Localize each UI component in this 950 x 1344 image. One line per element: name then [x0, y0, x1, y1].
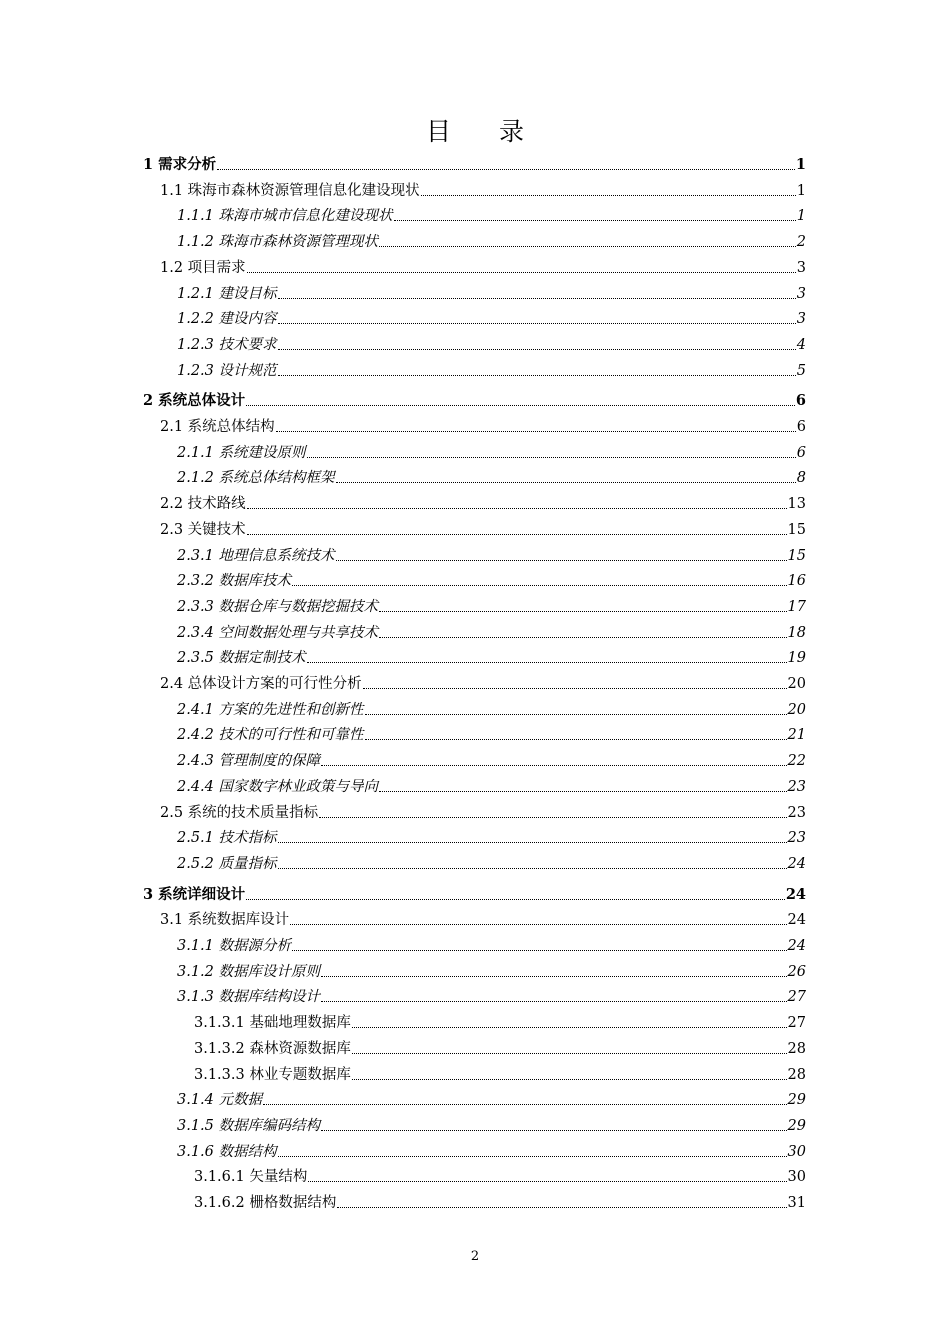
toc-entry-page: 27: [787, 1015, 806, 1032]
toc-entry[interactable]: [160, 519, 806, 541]
toc-dot-leader: [246, 899, 785, 900]
toc-dot-leader: [352, 1053, 787, 1054]
toc-entry-page: 16: [787, 573, 806, 590]
toc-entry-title: 3.1.5 数据库编码结构: [177, 1117, 321, 1134]
toc-entry-title: 2.2 技术路线: [160, 496, 246, 513]
toc-entry[interactable]: [160, 802, 806, 824]
toc-entry[interactable]: [194, 1064, 806, 1086]
toc-entry-page: 20: [787, 701, 806, 718]
toc-dot-leader: [278, 349, 796, 350]
toc-entry[interactable]: [177, 776, 806, 798]
toc-entry[interactable]: [177, 724, 806, 746]
toc-entry[interactable]: [143, 884, 806, 906]
toc-entry[interactable]: [177, 1115, 806, 1137]
toc-dot-leader: [379, 611, 787, 612]
toc-dot-leader: [379, 246, 796, 247]
toc-entry[interactable]: [194, 1012, 806, 1034]
toc-entry-page: 5: [796, 362, 806, 379]
toc-dot-leader: [263, 1104, 787, 1105]
toc-entry[interactable]: [177, 827, 806, 849]
toc-entry-page: 22: [787, 753, 806, 770]
toc-dot-leader: [278, 323, 796, 324]
toc-entry-title: 2.3.3 数据仓库与数据挖掘技术: [177, 598, 379, 615]
toc-entry-title: 3.1.3.1 基础地理数据库: [194, 1015, 351, 1032]
toc-dot-leader: [363, 688, 787, 689]
toc-entry-title: 1.2.1 建设目标: [177, 285, 277, 302]
toc-entry-page: 29: [787, 1092, 806, 1109]
toc-dot-leader: [278, 868, 787, 869]
toc-entry[interactable]: [177, 570, 806, 592]
toc-entry-title: 3.1.4 元数据: [177, 1092, 263, 1109]
toc-entry-page: 1: [795, 156, 806, 173]
toc-dot-leader: [292, 585, 787, 586]
toc-entry-page: 3: [796, 259, 806, 276]
toc-entry-page: 30: [787, 1169, 806, 1186]
toc-entry[interactable]: [177, 205, 806, 227]
toc-entry-title: 2.5.2 质量指标: [177, 855, 277, 872]
toc-dot-leader: [247, 272, 796, 273]
toc-entry-page: 24: [785, 885, 806, 903]
toc-entry-page: 30: [787, 1143, 806, 1160]
toc-entry-page: 28: [787, 1040, 806, 1057]
toc-entry-title: 3.1.6.2 栅格数据结构: [194, 1195, 337, 1211]
toc-entry[interactable]: [177, 334, 806, 356]
toc-entry-page: 23: [787, 804, 806, 821]
toc-entry-page: 8: [796, 470, 806, 487]
toc-dot-leader: [307, 457, 796, 458]
toc-entry-page: 28: [787, 1066, 806, 1083]
toc-entry-page: 24: [787, 938, 806, 954]
toc-dot-leader: [290, 924, 786, 925]
toc-entry[interactable]: [160, 493, 806, 515]
toc-dot-leader: [321, 765, 787, 766]
page-number: 2: [470, 1249, 480, 1264]
toc-entry-title: 3.1.3 数据库结构设计: [177, 989, 321, 1006]
toc-entry[interactable]: [177, 622, 806, 644]
toc-entry-title: 1.1.1 珠海市城市信息化建设现状: [177, 208, 393, 225]
toc-dot-leader: [292, 950, 787, 951]
toc-entry-title: 3.1.3.3 林业专题数据库: [194, 1066, 351, 1083]
toc-entry-page: 3: [796, 285, 806, 302]
toc-entry[interactable]: [160, 416, 806, 438]
toc-entry[interactable]: [177, 750, 806, 772]
toc-entry-title: 3.1.3.2 森林资源数据库: [194, 1040, 351, 1057]
toc-entry-title: 1.1.2 珠海市森林资源管理现状: [177, 234, 379, 251]
toc-dot-leader: [352, 1027, 787, 1028]
toc-entry-page: 24: [787, 855, 806, 872]
toc-entry[interactable]: [160, 180, 806, 202]
toc-dot-leader: [321, 976, 787, 977]
toc-dot-leader: [352, 1079, 787, 1080]
toc-dot-leader: [276, 431, 796, 432]
toc-entry-page: 24: [787, 912, 806, 929]
toc-entry-title: 3 系统详细设计: [143, 885, 246, 903]
toc-entry-title: 1.1 珠海市森林资源管理信息化建设现状: [160, 182, 420, 199]
toc-entry[interactable]: [177, 360, 806, 382]
toc-entry[interactable]: [160, 673, 806, 695]
toc-entry[interactable]: [160, 257, 806, 279]
toc-dot-leader: [336, 482, 796, 483]
toc-entry-title: 2.3.4 空间数据处理与共享技术: [177, 624, 379, 641]
toc-dot-leader: [319, 817, 786, 818]
toc-entry-title: 2.1.2 系统总体结构框架: [177, 470, 335, 487]
toc-entry[interactable]: [177, 442, 806, 464]
toc-entry-title: 2.4.1 方案的先进性和创新性: [177, 701, 364, 718]
toc-entry[interactable]: [177, 699, 806, 721]
toc-entry[interactable]: [194, 1192, 806, 1214]
toc-dot-leader: [246, 405, 795, 406]
toc-entry-page: 17: [787, 598, 806, 615]
toc-entry[interactable]: [177, 1141, 806, 1163]
toc-entry[interactable]: [160, 909, 806, 931]
toc-entry[interactable]: [194, 1038, 806, 1060]
toc-entry-page: 4: [796, 336, 806, 353]
toc-entry-title: 1.2.3 技术要求: [177, 336, 277, 353]
toc-entry[interactable]: [194, 1166, 806, 1188]
toc-entry-title: 2.1 系统总体结构: [160, 419, 275, 435]
toc-dot-leader: [394, 220, 796, 221]
toc-entry[interactable]: [177, 283, 806, 305]
toc-entry[interactable]: [177, 986, 806, 1008]
toc-entry-page: 6: [796, 419, 806, 435]
toc-entry-page: 2: [796, 234, 806, 251]
toc-entry-title: 2.3.1 地理信息系统技术: [177, 547, 335, 564]
toc-entry-title: 1 需求分析: [143, 156, 217, 173]
toc-entry-title: 1.2 项目需求: [160, 259, 246, 276]
toc-entry-title: 2.3 关键技术: [160, 521, 246, 538]
toc-entry-title: 2 系统总体设计: [143, 392, 246, 410]
toc-entry-page: 27: [787, 989, 806, 1006]
toc-entry-title: 2.4.4 国家数字林业政策与导向: [177, 778, 379, 795]
toc-entry[interactable]: [177, 935, 806, 957]
toc-entry-title: 2.3.5 数据定制技术: [177, 650, 306, 667]
toc-entry[interactable]: [143, 154, 806, 176]
table-of-contents: [0, 154, 950, 1218]
toc-entry-page: 23: [787, 830, 806, 847]
toc-entry[interactable]: [177, 231, 806, 253]
toc-dot-leader: [365, 739, 787, 740]
toc-entry-page: 6: [795, 392, 806, 410]
toc-entry-page: 19: [787, 650, 806, 667]
toc-entry-page: 3: [796, 311, 806, 328]
toc-entry-page: 31: [787, 1195, 806, 1211]
toc-dot-leader: [278, 298, 796, 299]
toc-dot-leader: [217, 169, 795, 170]
toc-entry-title: 2.1.1 系统建设原则: [177, 444, 306, 461]
toc-dot-leader: [278, 375, 796, 376]
toc-entry-title: 3.1.2 数据库设计原则: [177, 963, 321, 980]
toc-dot-leader: [247, 534, 787, 535]
toc-entry[interactable]: [177, 596, 806, 618]
toc-dot-leader: [336, 560, 787, 561]
toc-entry[interactable]: [177, 308, 806, 330]
toc-entry-page: 21: [787, 727, 806, 744]
toc-dot-leader: [278, 842, 787, 843]
toc-dot-leader: [308, 1181, 786, 1182]
toc-dot-leader: [307, 662, 787, 663]
toc-entry[interactable]: [177, 961, 806, 983]
toc-entry-title: 1.2.2 建设内容: [177, 311, 277, 328]
toc-entry-title: 3.1 系统数据库设计: [160, 912, 290, 929]
toc-entry-page: 23: [787, 778, 806, 795]
toc-entry-page: 29: [787, 1117, 806, 1134]
toc-entry-page: 13: [787, 496, 806, 513]
toc-entry[interactable]: [177, 647, 806, 669]
toc-entry-page: 1: [796, 182, 806, 199]
toc-entry-page: 26: [787, 963, 806, 980]
toc-entry-title: 3.1.6.1 矢量结构: [194, 1169, 308, 1186]
toc-entry-title: 2.4.3 管理制度的保障: [177, 753, 321, 770]
toc-entry-title: 3.1.1 数据源分析: [177, 938, 292, 954]
toc-dot-leader: [379, 637, 787, 638]
toc-entry-title: 2.5.1 技术指标: [177, 830, 277, 847]
toc-entry-page: 18: [787, 624, 806, 641]
toc-entry-page: 6: [796, 444, 806, 461]
toc-entry-page: 1: [796, 208, 806, 225]
toc-dot-leader: [321, 1130, 787, 1131]
toc-entry-title: 1.2.3 设计规范: [177, 362, 277, 379]
toc-entry[interactable]: [177, 853, 806, 875]
toc-dot-leader: [365, 714, 787, 715]
toc-dot-leader: [337, 1207, 786, 1208]
toc-entry-page: 15: [787, 547, 806, 564]
toc-dot-leader: [247, 508, 787, 509]
page-title: 目录: [425, 117, 572, 146]
toc-entry-title: 2.5 系统的技术质量指标: [160, 804, 319, 821]
toc-entry-title: 2.3.2 数据库技术: [177, 573, 292, 590]
toc-entry[interactable]: [143, 390, 806, 412]
toc-dot-leader: [379, 791, 787, 792]
toc-entry-title: 2.4.2 技术的可行性和可靠性: [177, 727, 364, 744]
toc-entry-title: 3.1.6 数据结构: [177, 1143, 277, 1160]
toc-dot-leader: [421, 195, 796, 196]
toc-entry-page: 20: [787, 676, 806, 692]
toc-dot-leader: [278, 1156, 787, 1157]
toc-dot-leader: [321, 1001, 787, 1002]
toc-entry[interactable]: [177, 545, 806, 567]
toc-entry[interactable]: [177, 1089, 806, 1111]
toc-entry[interactable]: [177, 467, 806, 489]
toc-entry-page: 15: [787, 521, 806, 538]
toc-entry-title: 2.4 总体设计方案的可行性分析: [160, 676, 362, 692]
